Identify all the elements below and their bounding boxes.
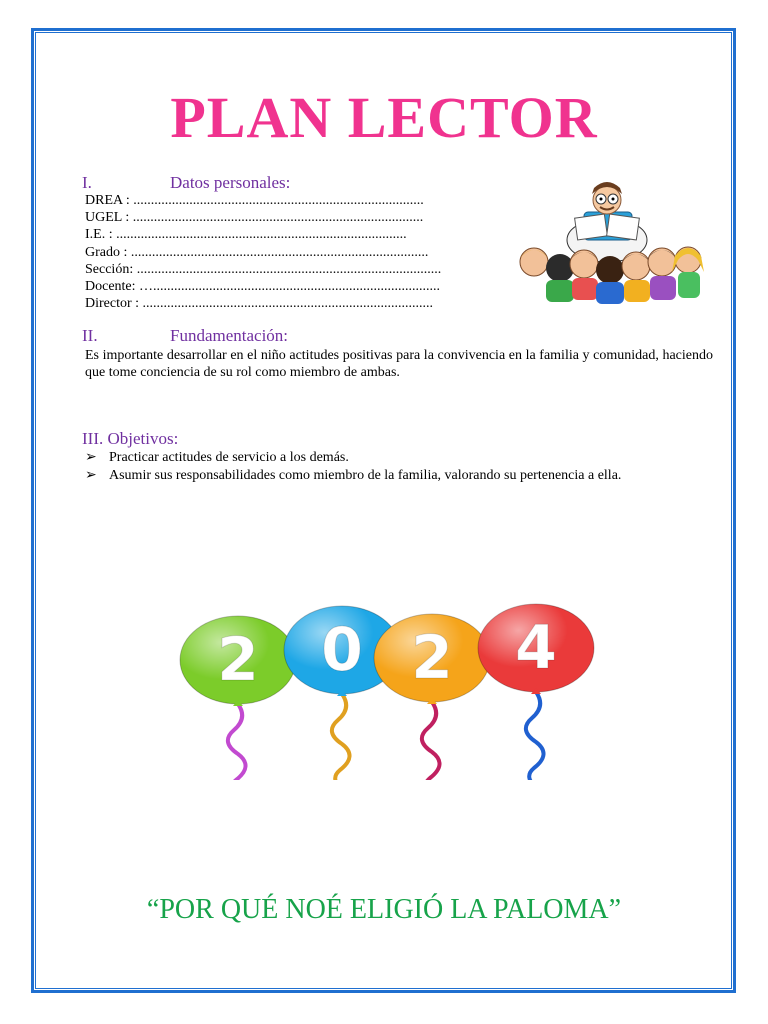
balloon-4	[478, 604, 594, 780]
balloon-0	[284, 606, 400, 780]
arrow-bullet-icon: ➢	[85, 467, 97, 483]
book-title-quote: “POR QUÉ NOÉ ELIGIÓ LA PALOMA”	[146, 894, 622, 925]
section-objetivos-heading: III. Objetivos:	[82, 429, 179, 448]
balloon-2	[374, 614, 490, 780]
datos-value: : .....................................................................................	[120, 244, 429, 260]
year-balloons	[170, 600, 600, 780]
datos-value: : ...................................................................................	[105, 227, 407, 243]
datos-row	[85, 192, 441, 209]
datos-value: : ...................................................................................	[131, 296, 434, 312]
objetivo-text: Asumir sus responsabilidades como miembro de la familia, valorando su pertenencia a ella.	[109, 467, 622, 483]
teacher-figure	[567, 182, 647, 262]
balloon-digit: 2	[411, 623, 453, 693]
balloon-ribbon	[332, 694, 350, 780]
objetivo-text: Practicar actitudes de servicio a los demás.	[109, 450, 349, 465]
datos-label: I.E.	[85, 227, 106, 243]
objetivos-list	[85, 449, 621, 484]
balloon-digit: 2	[217, 625, 259, 695]
balloon-digit: 0	[321, 615, 363, 685]
datos-row	[85, 244, 441, 261]
page-border-inner	[35, 32, 732, 989]
section-datos-heading	[82, 173, 291, 193]
balloon-ribbon	[228, 704, 246, 780]
datos-row	[85, 295, 441, 312]
datos-label: Docente	[85, 278, 132, 294]
datos-label: Grado	[85, 244, 120, 260]
datos-label: UGEL	[85, 210, 122, 226]
section-fundamentacion-heading	[82, 326, 289, 346]
datos-value: : ...................................................................................	[121, 210, 424, 226]
balloon-2	[180, 616, 296, 780]
datos-value: : …..................................................................................	[131, 278, 441, 294]
fundamentacion-text: Es importante desarrollar en el niño actitudes positivas para la convivencia en la familia y comunidad, haciendo que tome conciencia de su rol como miembro de ambas.	[85, 348, 713, 380]
datos-value: : .......................................................................................	[129, 261, 442, 277]
datos-row	[85, 278, 441, 295]
section-fundamentacion-number: II.	[82, 326, 98, 345]
datos-list	[85, 192, 441, 312]
datos-label: DREA	[85, 193, 123, 208]
datos-row	[85, 209, 441, 226]
arrow-bullet-icon: ➢	[85, 450, 97, 465]
datos-row	[85, 261, 441, 278]
datos-row	[85, 226, 441, 243]
section-datos-number: I.	[82, 173, 92, 192]
section-datos-title: Datos personales:	[170, 173, 291, 192]
list-item	[85, 449, 621, 467]
datos-label: Director	[85, 296, 132, 312]
page-title: PLAN LECTOR	[170, 85, 598, 150]
teacher-reading-illustration	[512, 182, 708, 310]
balloon-ribbon	[422, 702, 440, 780]
datos-value: : ...................................................................................	[122, 193, 424, 208]
list-item	[85, 467, 621, 485]
balloon-ribbon	[526, 692, 544, 780]
balloon-digit: 4	[515, 613, 557, 683]
section-fundamentacion-title: Fundamentación:	[170, 326, 289, 345]
datos-label: Sección	[85, 261, 130, 277]
